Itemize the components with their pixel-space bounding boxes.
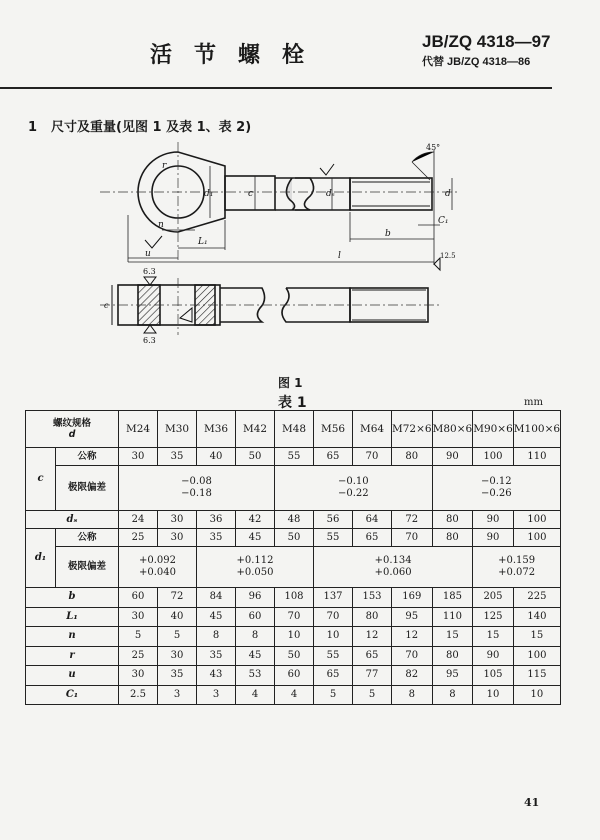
cell: 137 [314,588,353,608]
cell: 110 [513,448,560,466]
cell: 80 [432,511,473,529]
cell: 80 [353,607,392,627]
row-symbol: u [26,666,119,686]
cell: 70 [314,607,353,627]
row-symbol: b [26,588,119,608]
table-row [26,529,561,547]
cell: 153 [353,588,392,608]
column-header: M90×6 [473,411,514,448]
cell: 3 [197,685,236,705]
cell: 77 [353,666,392,686]
bolt-drawing [100,140,470,350]
cell: 30 [158,511,197,529]
cell: 40 [197,448,236,466]
cell: 90 [473,529,514,547]
cell: 115 [513,666,560,686]
cell: 125 [473,607,514,627]
cell: 4 [236,685,275,705]
column-header: M42 [236,411,275,448]
cell: 42 [236,511,275,529]
tolerance-cell [119,547,197,588]
cell: 82 [392,666,433,686]
tolerance-lower: −0.26 [481,488,512,499]
cell: 169 [392,588,433,608]
cell: 5 [353,685,392,705]
tolerance-lower: +0.072 [498,567,536,578]
cell: 12 [353,627,392,647]
tolerance-cell [119,466,275,511]
cell: 55 [314,646,353,666]
page-number: 41 [524,796,540,809]
cell: 84 [197,588,236,608]
cell: 70 [275,607,314,627]
cell: 36 [197,511,236,529]
cell: 40 [158,607,197,627]
cell: 4 [275,685,314,705]
section-title: 尺寸及重量(见图 1 及表 1、表 2) [51,120,252,135]
cell: 50 [236,448,275,466]
cell: 5 [158,627,197,647]
section-number: 1 [28,120,38,135]
tolerance-cell [473,547,561,588]
cell: 30 [119,448,158,466]
cell: 185 [432,588,473,608]
document-title: 活节螺栓 [150,43,327,68]
cell: 72 [392,511,433,529]
row-symbol: L₁ [26,607,119,627]
tolerance-upper: +0.134 [374,555,412,566]
cell: 10 [314,627,353,647]
cell: 65 [353,529,392,547]
cell: 70 [353,448,392,466]
cell: 100 [513,511,560,529]
column-header: M72×6 [392,411,433,448]
svg-text:c: c [104,301,109,310]
cell: 96 [236,588,275,608]
cell: 10 [473,685,514,705]
svg-text:b: b [385,229,391,239]
cell: 15 [473,627,514,647]
table-row [26,666,561,686]
cell: 65 [353,646,392,666]
table-row [26,511,561,529]
cell: 35 [197,529,236,547]
tolerance-upper: +0.159 [498,555,536,566]
standard-code: JB/ZQ 4318—97 [422,32,551,51]
cell: 50 [275,529,314,547]
cell: 24 [119,511,158,529]
cell: 56 [314,511,353,529]
table-row [26,547,561,588]
cell: 2.5 [119,685,158,705]
row-label-tolerance: 极限偏差 [56,466,119,511]
svg-text:d: d [445,189,451,199]
column-header: M100×6 [513,411,560,448]
cell: 65 [314,666,353,686]
cell: 140 [513,607,560,627]
cell: 8 [392,685,433,705]
tolerance-upper: −0.12 [481,476,512,487]
table-row [26,646,561,666]
replaces-standard: 代替 JB/ZQ 4318—86 [422,56,531,68]
table-caption: 表 1 [278,395,307,411]
cell: 8 [197,627,236,647]
tolerance-cell [314,547,473,588]
cell: 45 [197,607,236,627]
cell: 12 [392,627,433,647]
tolerance-upper: −0.10 [337,476,369,487]
cell: 8 [236,627,275,647]
table-row [26,627,561,647]
column-header: M56 [314,411,353,448]
svg-text:c: c [248,189,254,199]
cell: 5 [314,685,353,705]
cell: 60 [236,607,275,627]
tolerance-upper: +0.092 [138,555,176,566]
cell: 110 [432,607,473,627]
svg-text:45°: 45° [426,143,441,152]
cell: 100 [513,646,560,666]
cell: 30 [158,529,197,547]
tolerance-upper: −0.08 [181,476,212,487]
svg-text:C₁: C₁ [438,216,449,226]
cell: 10 [513,685,560,705]
section-heading [28,116,251,135]
tolerance-cell [432,466,560,511]
svg-text:l: l [338,251,341,261]
svg-text:dₛ: dₛ [326,189,335,199]
svg-text:u: u [145,249,151,259]
svg-text:n: n [158,220,164,230]
cell: 48 [275,511,314,529]
tolerance-lower: +0.050 [236,567,274,578]
figure-caption: 图 1 [278,376,303,390]
column-header: M24 [119,411,158,448]
row-symbol: r [26,646,119,666]
row-symbol: C₁ [26,685,119,705]
cell: 8 [432,685,473,705]
column-header: M64 [353,411,392,448]
cell: 95 [392,607,433,627]
label-d1: d₁ [204,189,214,199]
cell: 30 [119,666,158,686]
cell: 70 [392,529,433,547]
tolerance-lower: +0.060 [374,567,412,578]
row-symbol-ds: dₛ [26,511,119,529]
cell: 205 [473,588,514,608]
cell: 55 [275,448,314,466]
tolerance-lower: −0.22 [337,488,369,499]
cell: 90 [432,448,473,466]
tolerance-upper: +0.112 [236,555,274,566]
dimensions-table [25,410,561,705]
cell: 100 [513,529,560,547]
cell: 50 [275,646,314,666]
table-row [26,466,561,511]
cell: 3 [158,685,197,705]
cell: 15 [513,627,560,647]
cell: 70 [392,646,433,666]
svg-text:12.5: 12.5 [440,252,456,260]
header-thread-spec [26,411,119,448]
cell: 108 [275,588,314,608]
cell: 100 [473,448,514,466]
row-symbol-c: c [26,448,56,511]
cell: 90 [473,646,514,666]
table-row [26,607,561,627]
table-row [26,588,561,608]
cell: 64 [353,511,392,529]
cell: 25 [119,529,158,547]
svg-text:6.3: 6.3 [143,267,156,276]
cell: 25 [119,646,158,666]
row-label-tolerance: 极限偏差 [56,547,119,588]
cell: 30 [119,607,158,627]
header-label: 螺纹规格 [52,417,91,429]
cell: 72 [158,588,197,608]
row-symbol-d1: d₁ [26,529,56,588]
tolerance-cell [197,547,314,588]
column-header: M48 [275,411,314,448]
cell: 60 [119,588,158,608]
cell: 65 [314,448,353,466]
cell: 35 [158,666,197,686]
cell: 5 [119,627,158,647]
table-row [26,448,561,466]
row-label-nominal: 公称 [56,448,119,466]
svg-text:L₁: L₁ [198,237,208,247]
column-header: M80×6 [432,411,473,448]
tolerance-lower: +0.040 [138,567,176,578]
table-row [26,411,561,448]
label-r: r [162,161,167,171]
cell: 15 [432,627,473,647]
svg-text:6.3: 6.3 [143,336,156,345]
cell: 35 [197,646,236,666]
cell: 10 [275,627,314,647]
row-symbol: n [26,627,119,647]
header-symbol: d [68,429,76,440]
column-header: M36 [197,411,236,448]
cell: 95 [432,666,473,686]
column-header: M30 [158,411,197,448]
cell: 80 [432,529,473,547]
cell: 53 [236,666,275,686]
row-label-nominal: 公称 [56,529,119,547]
cell: 80 [432,646,473,666]
table-row [26,685,561,705]
cell: 45 [236,529,275,547]
cell: 45 [236,646,275,666]
table-unit: mm [524,397,543,408]
tolerance-cell [275,466,433,511]
cell: 60 [275,666,314,686]
header-divider [0,87,552,89]
cell: 30 [158,646,197,666]
cell: 80 [392,448,433,466]
cell: 225 [513,588,560,608]
cell: 55 [314,529,353,547]
cell: 105 [473,666,514,686]
cell: 35 [158,448,197,466]
cell: 43 [197,666,236,686]
tolerance-lower: −0.18 [181,488,212,499]
cell: 90 [473,511,514,529]
